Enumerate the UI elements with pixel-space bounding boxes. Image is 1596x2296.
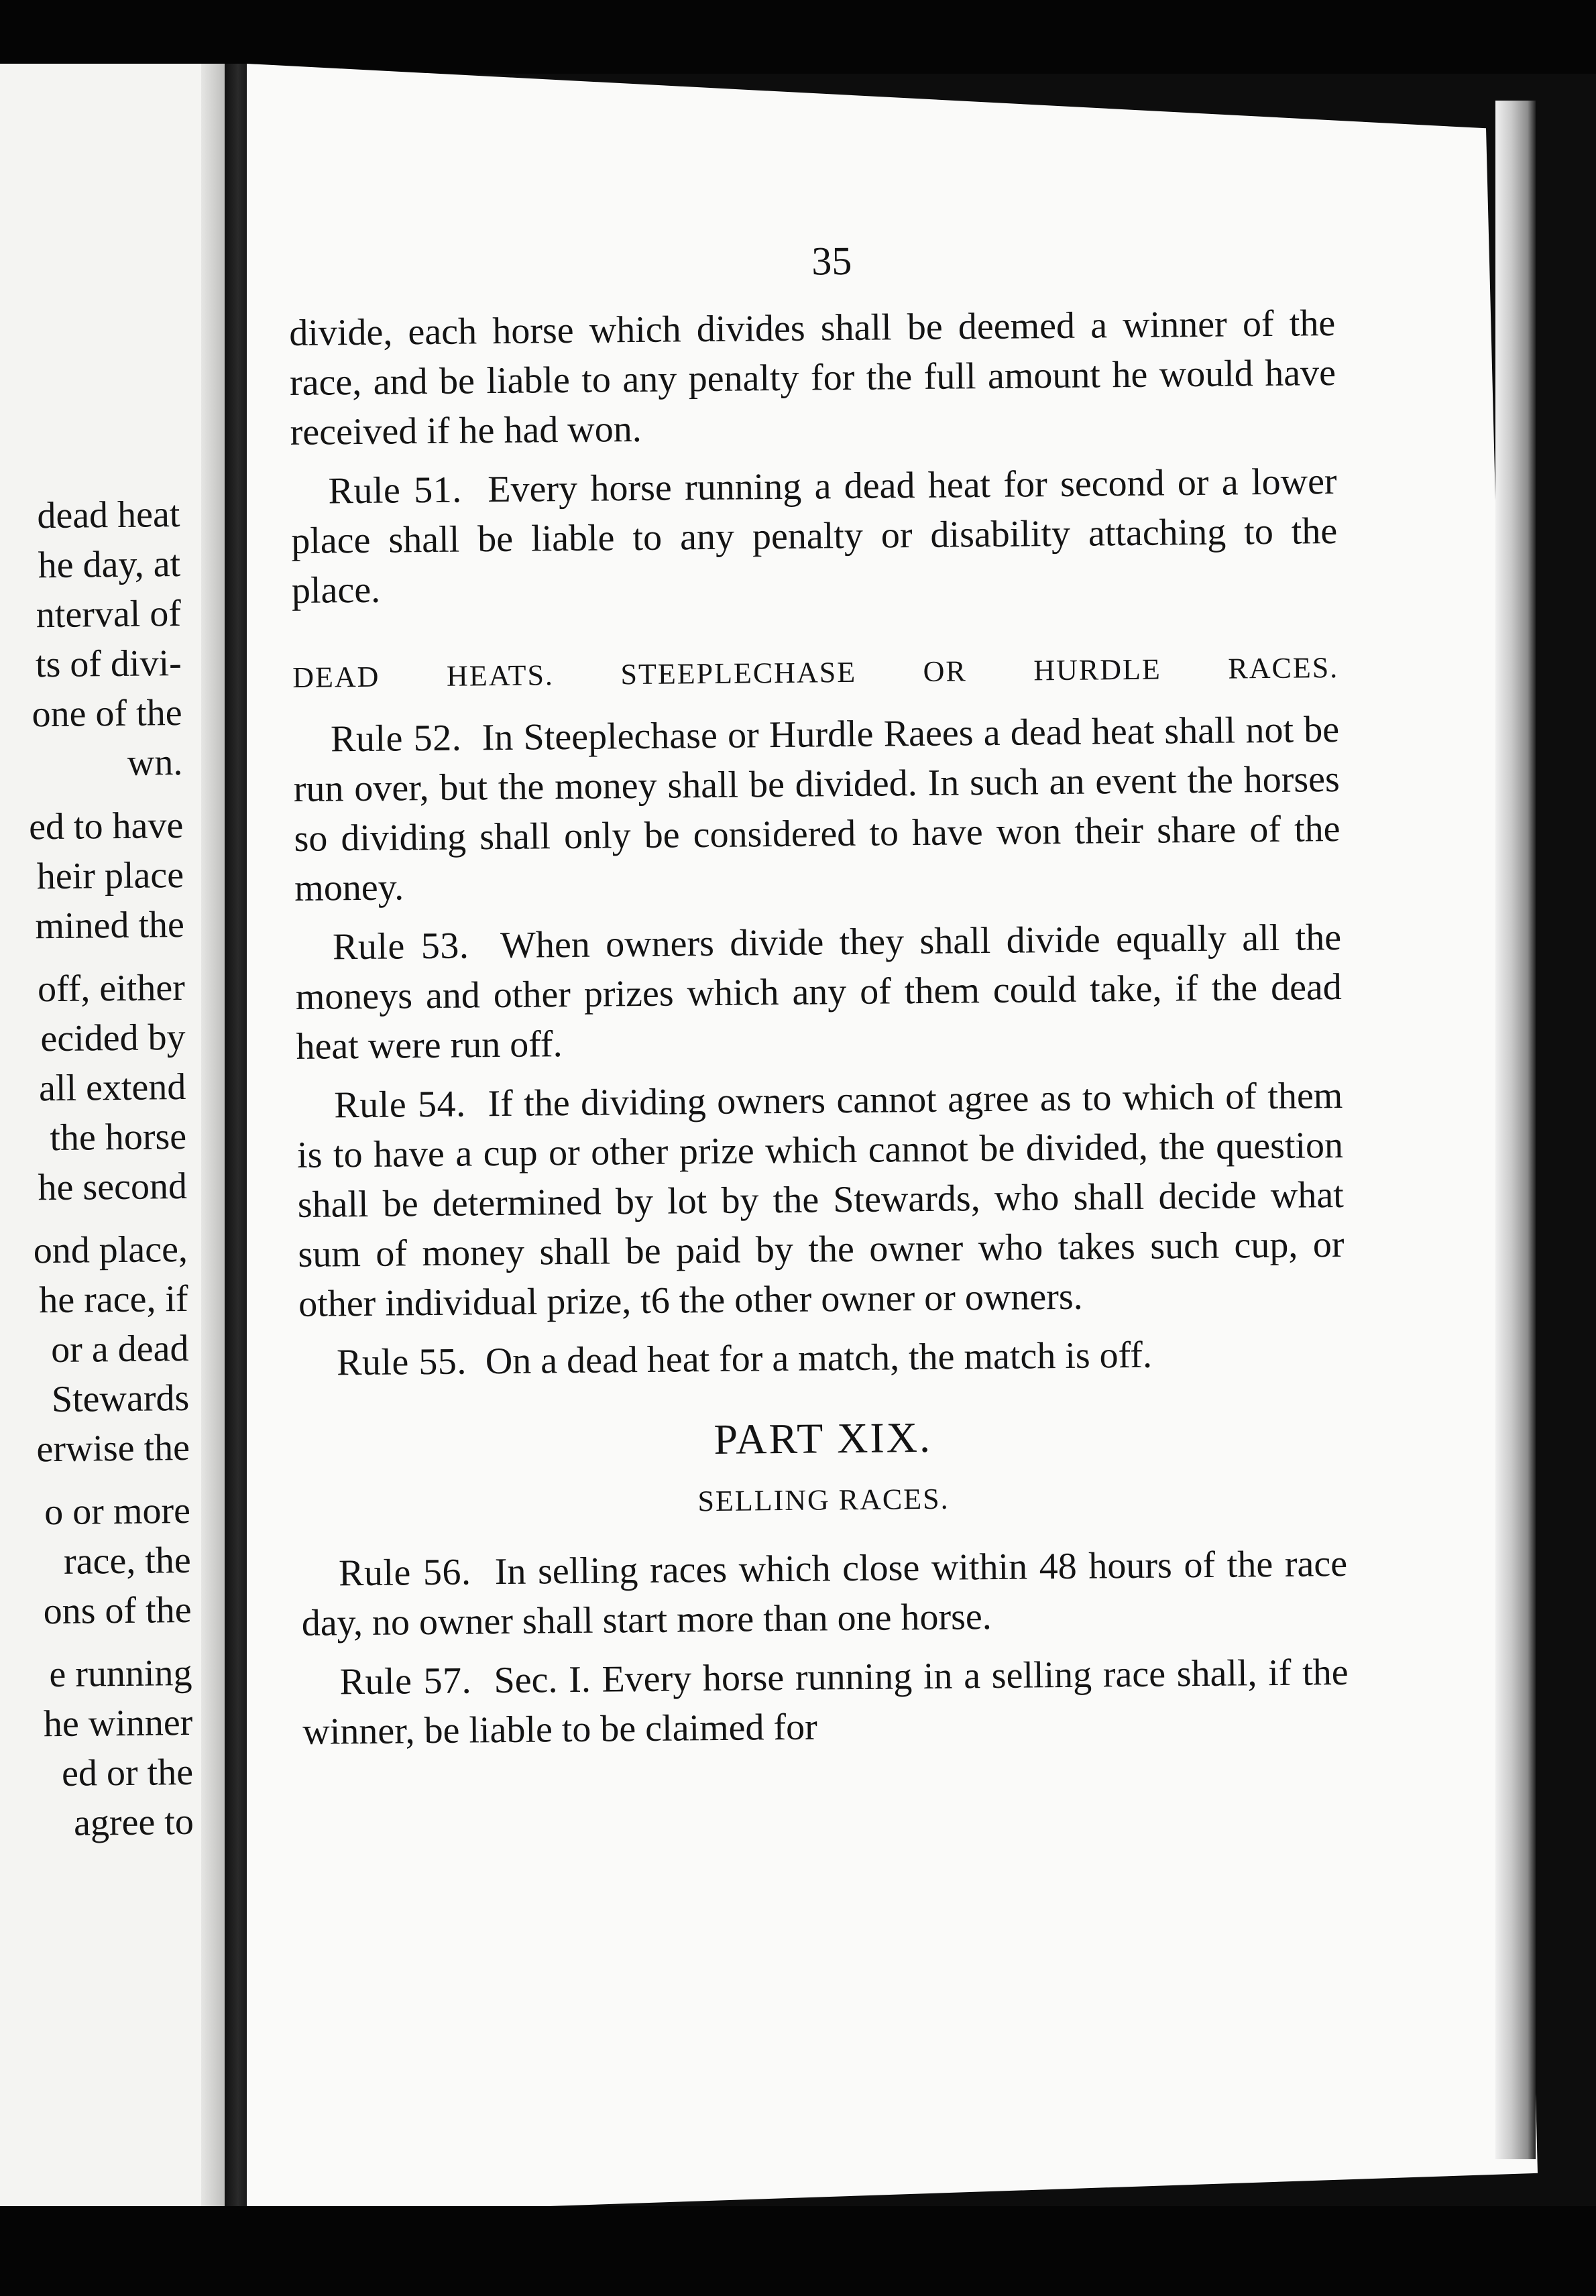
page-edge-stack bbox=[1495, 101, 1536, 2159]
rule-text: When owners divide they shall divide equally all the moneys and other prizes which any of them could take, if the dead heat were run off. bbox=[295, 916, 1343, 1068]
left-line: dead heat bbox=[37, 493, 180, 537]
part-subtitle: SELLING RACES. bbox=[697, 1482, 950, 1518]
rule-label: Rule 53. bbox=[332, 925, 469, 968]
rule-text: On a dead heat for a match, the match is off. bbox=[485, 1334, 1153, 1383]
left-line: ecided by bbox=[40, 1016, 186, 1060]
page-number: 35 bbox=[811, 238, 852, 284]
left-line: or a dead bbox=[50, 1327, 189, 1371]
left-line: ons of the bbox=[43, 1589, 192, 1633]
rule-text: In selling races which close within 48 hours of the race day, no owner shall start more than one horse. bbox=[301, 1542, 1348, 1644]
left-line: the horse bbox=[50, 1115, 187, 1159]
intro-paragraph: divide, each horse which divides shall be deemed a winner of the race, and be liable to any penalty for the full amount he would have received if he had won. bbox=[289, 302, 1336, 453]
left-line: he winner bbox=[43, 1701, 193, 1745]
rule-text: If the dividing owners cannot agree as to which of them is to have a cup or other prize which cannot be divided, the question shall be determined by lot by the Stewards, who shall decide what sum of money shall be paid by the owner who takes such cup, or other individual prize, t6 the other owner or owners. bbox=[296, 1074, 1345, 1325]
left-line: ond place, bbox=[33, 1228, 188, 1272]
rule-57 bbox=[302, 1648, 1349, 1757]
left-line: agree to bbox=[73, 1800, 194, 1844]
rule-label: Rule 52. bbox=[330, 717, 462, 760]
left-line: ts of divi- bbox=[35, 642, 182, 686]
left-line: all extend bbox=[38, 1066, 186, 1110]
rule-56 bbox=[301, 1539, 1348, 1648]
rule-label: Rule 55. bbox=[336, 1340, 467, 1384]
rule-text: Every horse running a dead heat for second or a lower place shall be liable to any penalty or disability attaching to the place. bbox=[290, 461, 1338, 612]
page-text bbox=[288, 231, 1349, 1757]
left-page-text bbox=[0, 490, 194, 1849]
left-line: erwise the bbox=[36, 1426, 190, 1471]
section-heading: DEAD HEATS. STEEPLECHASE OR HURDLE RACES. bbox=[292, 650, 1339, 694]
left-line: he race, if bbox=[39, 1277, 188, 1322]
rule-54 bbox=[296, 1071, 1345, 1329]
left-line: wn. bbox=[127, 741, 183, 784]
rule-label: Rule 51. bbox=[328, 469, 462, 512]
rule-label: Rule 57. bbox=[339, 1660, 472, 1703]
rule-53 bbox=[295, 913, 1343, 1072]
left-facing-page bbox=[0, 64, 235, 2209]
scan-border-top bbox=[0, 0, 1596, 74]
part-title: PART XIX. bbox=[714, 1413, 933, 1463]
rule-55 bbox=[299, 1328, 1346, 1388]
rule-51 bbox=[290, 457, 1338, 616]
left-line: one of the bbox=[32, 691, 182, 736]
rule-52 bbox=[293, 705, 1341, 913]
left-line: he second bbox=[38, 1165, 188, 1209]
left-line: mined the bbox=[35, 903, 185, 948]
left-line: heir place bbox=[36, 854, 184, 898]
left-line: o or more bbox=[44, 1489, 191, 1534]
left-line: nterval of bbox=[36, 592, 182, 636]
rule-label: Rule 54. bbox=[334, 1083, 466, 1127]
left-line: e running bbox=[49, 1652, 192, 1696]
scan-border-bottom bbox=[0, 2206, 1596, 2296]
left-line: off, either bbox=[37, 966, 186, 1011]
left-line: ed or the bbox=[61, 1751, 194, 1794]
rule-text: In Steeplechase or Hurdle Raees a dead heat shall not be run over, but the money shall be divided. In such an event the horses so dividing shall only be considered to have won their share of the money. bbox=[293, 708, 1341, 909]
left-line: race, the bbox=[63, 1539, 192, 1583]
left-line: Stewards bbox=[51, 1377, 190, 1421]
rule-text: Sec. I. Every horse running in a selling race shall, if the winner, be liable to be claimed for bbox=[302, 1651, 1349, 1753]
left-line: ed to have bbox=[28, 804, 184, 848]
rule-label: Rule 56. bbox=[338, 1551, 471, 1595]
left-line: he day, at bbox=[38, 542, 181, 587]
